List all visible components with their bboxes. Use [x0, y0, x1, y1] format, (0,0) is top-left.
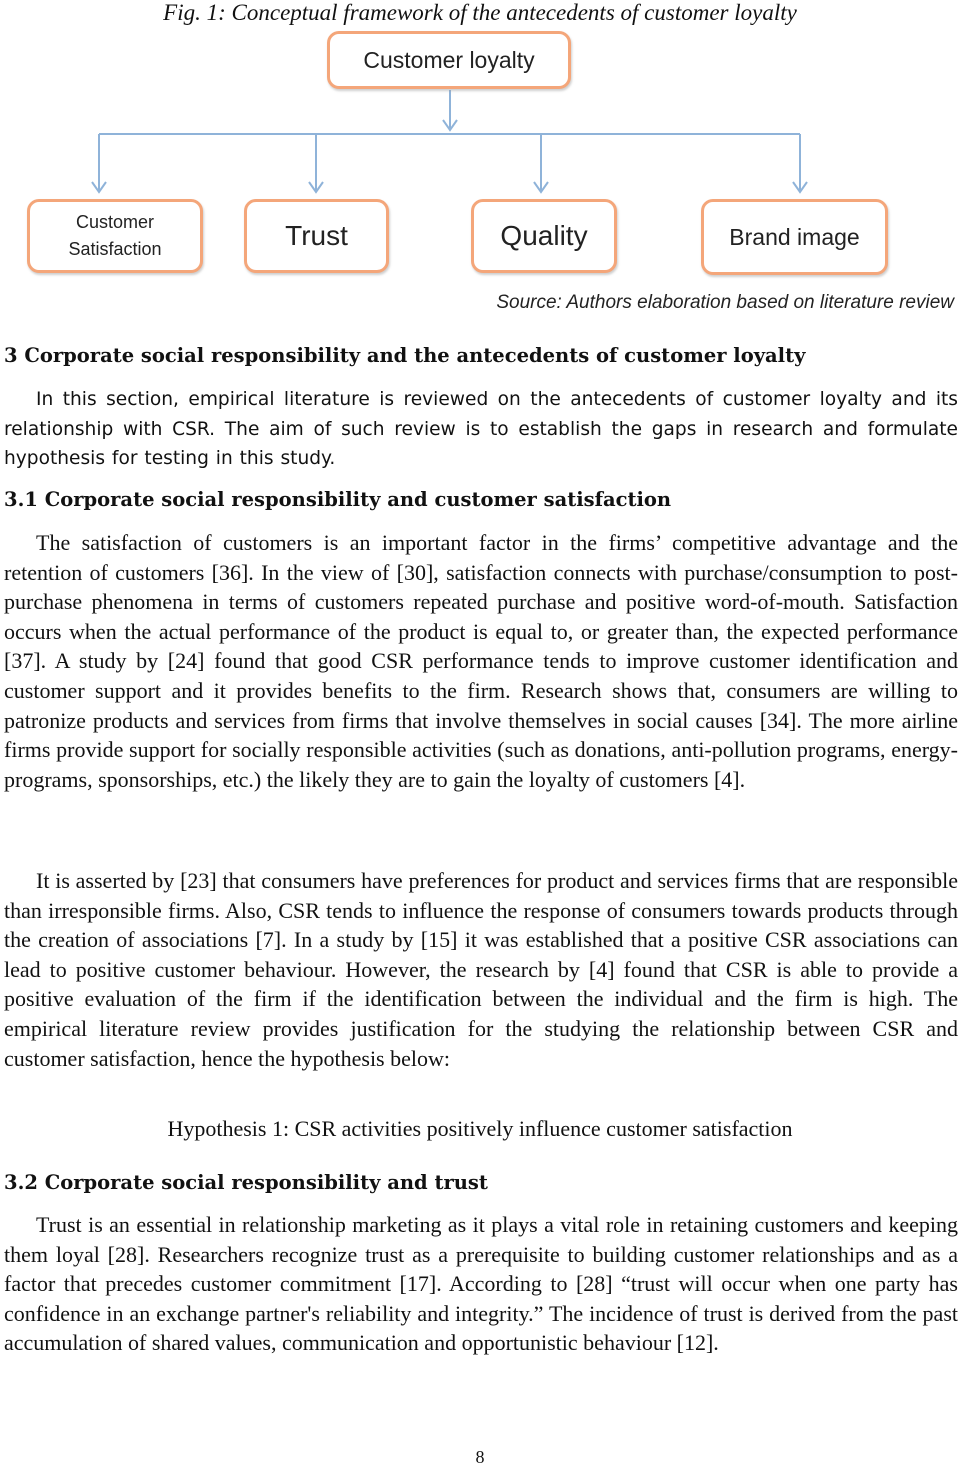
box-brand-image: Brand image — [701, 199, 888, 275]
section-3-1-paragraph-1: The satisfaction of customers is an important factor in the firms’ competitive advantage and the retention of customers [36]. In the view of [30], satisfaction connects with purchase/consumption to post-purchase phenomena in terms of customers repeated purchase and positive word-of-mouth. Satisfaction occurs when the actual performance of the product is equal to, or greater than, the expected performance [37]. A study by [24] found that good CSR performance tends to improve customer identification and customer support and it provides benefits to the firm. Research shows that, consumers are willing to patronize products and services from firms that involve themselves in social causes [34]. The more airline firms provide support for socially responsible activities (such as donations, anti-pollution programs, energy-programs, sponsorships, etc.) the likely they are to gain the loyalty of customers [4]. — [4, 530, 958, 792]
section-3-heading: 3 Corporate social responsibility and the antecedents of customer loyalty — [4, 344, 806, 367]
section-3-1-heading: 3.1 Corporate social responsibility and customer satisfaction — [4, 488, 672, 511]
section-3-paragraph: In this section, empirical literature is reviewed on the antecedents of customer loyalty and its relationship with CSR. The aim of such review is to establish the gaps in research and formulate hypothesis for testing in this study. — [4, 389, 958, 470]
section-3-2-paragraph: Trust is an essential in relationship marketing as it plays a vital role in retaining customers and keeping them loyal [28]. Researchers recognize trust as a prerequisite to building customer relationships and as a factor that precedes customer commitment [17]. According to [28] “trust will occur when one party has confidence in an exchange partner's reliability and integrity.” The incidence of trust is derived from the past accumulation of shared values, communication and opportunistic behaviour [12]. — [4, 1212, 958, 1356]
figure-source: Source: Authors elaboration based on literature review — [496, 292, 954, 313]
section-3-1-paragraph-2: It is asserted by [23] that consumers have preferences for product and services firms that are responsible than irresponsible firms. Also, CSR tends to influence the response of consumers towards products through the creation of associations [7]. In a study by [15] it was established that a positive CSR associations can lead to positive customer behaviour. However, the research by [4] found that CSR is able to provide a positive evaluation of the firm if the identification between the individual and the firm is high. The empirical literature review provides justification for the studying the relationship between CSR and customer satisfaction, hence the hypothesis below: — [4, 868, 958, 1071]
box-quality: Quality — [471, 199, 617, 273]
page-number: 8 — [475, 1447, 485, 1467]
hypothesis-1: Hypothesis 1: CSR activities positively influence customer satisfaction — [167, 1116, 793, 1141]
box-customer-satisfaction: Customer Satisfaction — [27, 199, 203, 273]
section-3-2-heading: 3.2 Corporate social responsibility and trust — [4, 1171, 488, 1194]
box-customer-loyalty: Customer loyalty — [327, 31, 571, 89]
figure-caption: Fig. 1: Conceptual framework of the antecedents of customer loyalty — [163, 0, 797, 25]
box-trust: Trust — [244, 199, 389, 273]
